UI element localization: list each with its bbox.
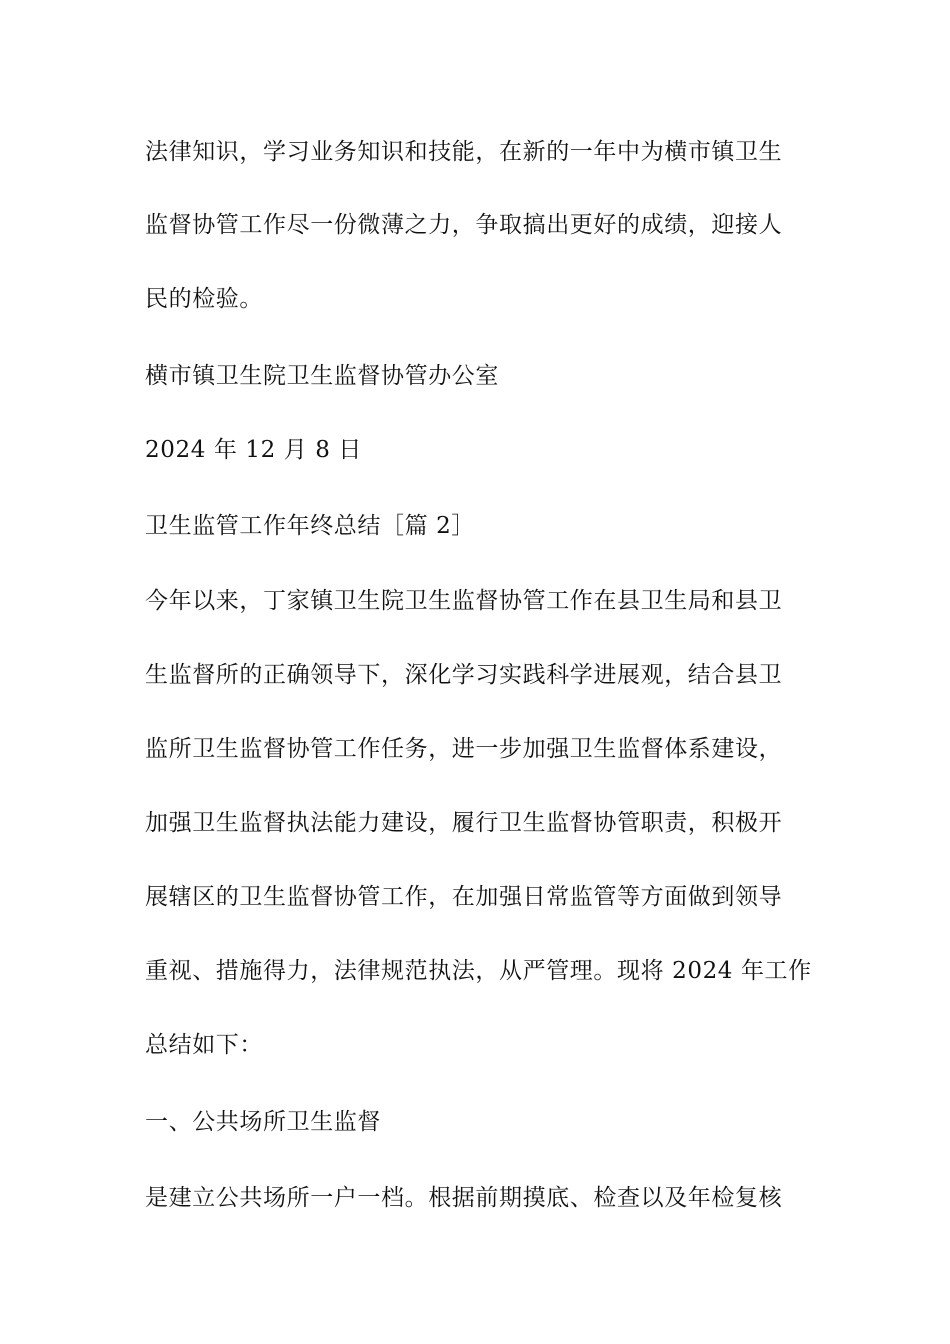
paragraph-line: 重视、措施得力，法律规范执法，从严管理。现将 2024 年工作 — [145, 958, 812, 984]
paragraph-line: 总结如下： — [145, 1032, 263, 1058]
paragraph-line: 是建立公共场所一户一档。根据前期摸底、检查以及年检复核 — [145, 1185, 783, 1211]
section-heading: 一、公共场所卫生监督 — [145, 1109, 381, 1135]
signature-date: 2024 年 12 月 8 日 — [145, 437, 362, 463]
paragraph-line: 今年以来，丁家镇卫生院卫生监督协管工作在县卫生局和县卫 — [145, 588, 783, 614]
paragraph-line: 展辖区的卫生监督协管工作，在加强日常监管等方面做到领导 — [145, 884, 783, 910]
paragraph-line: 监督协管工作尽一份微薄之力，争取搞出更好的成绩，迎接人 — [145, 212, 783, 238]
paragraph-line: 民的检验。 — [145, 286, 263, 312]
paragraph-line: 监所卫生监督协管工作任务，进一步加强卫生监督体系建设， — [145, 736, 783, 762]
paragraph-line: 生监督所的正确领导下，深化学习实践科学进展观，结合县卫 — [145, 662, 783, 688]
signature-office: 横市镇卫生院卫生监督协管办公室 — [145, 363, 499, 389]
section-title: 卫生监管工作年终总结［篇 2］ — [145, 513, 475, 539]
paragraph-line: 法律知识，学习业务知识和技能，在新的一年中为横市镇卫生 — [145, 139, 783, 165]
paragraph-line: 加强卫生监督执法能力建设，履行卫生监督协管职责，积极开 — [145, 810, 783, 836]
